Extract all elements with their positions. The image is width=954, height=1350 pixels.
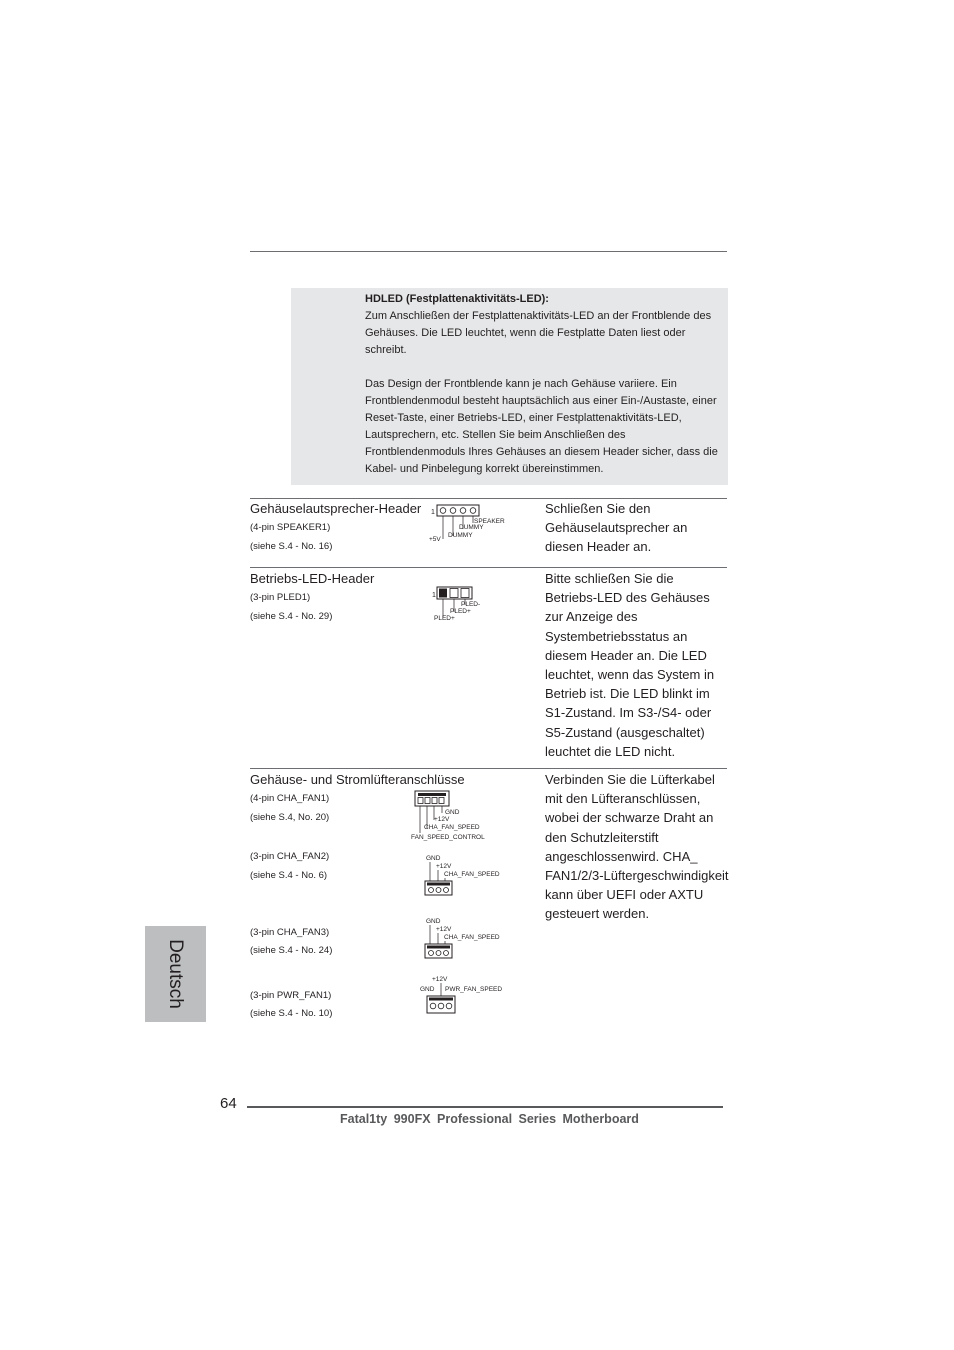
desc-line: mit den Lüfteranschlüssen, [545,791,701,807]
desc-line: Betrieb ist. Die LED blinkt im [545,686,710,702]
desc-line: kann über UEFI oder AXTU [545,887,704,903]
pin-label: CHA_FAN_SPEED [444,871,500,878]
pin1-marker: 1 [432,592,436,599]
pin-label: GND [426,918,441,925]
speaker-title: Gehäuselautsprecher-Header [250,501,422,516]
cha-fan2-connector-diagram [420,852,515,898]
desc-line: Systembetriebsstatus an [545,628,688,644]
note-line: Reset-Taste, einer Betriebs-LED, einer Festplattenaktivitäts-LED, [365,412,682,424]
pin-label: GND [426,855,441,862]
note-line: Zum Anschließen der Festplattenaktivitäts-LED an der Frontblende des [365,310,712,322]
desc-line: diesen Header an. [545,539,652,555]
desc-line: den Schutzleiterstift [545,829,659,845]
note-line: Das Design der Frontblende kann je nach Gehäuse variiere. Ein [365,378,677,390]
pin-label: SPEAKER [474,518,505,525]
desc-line: Bitte schließen Sie die [545,571,674,586]
pin-label: PLED+ [434,615,455,620]
desc-line: gesteuert werden. [545,906,650,922]
desc-line: FAN1/2/3-Lüftergeschwindigkeit [545,868,729,884]
note-line: Frontblendenmodul besteht hauptsächlich aus einer Ein-/Austaste, einer [365,395,717,407]
footer-rule [247,1106,723,1108]
cha-fan1-subtitle: (4-pin CHA_FAN1) [250,793,330,804]
speaker-reference: (siehe S.4 - No. 16) [250,541,333,552]
desc-line: Verbinden Sie die Lüfterkabel [545,772,715,787]
desc-line: zur Anzeige des [545,609,638,625]
note-line: Kabel- und Pinbelegung korrekt übereinstimmen. [365,463,604,475]
desc-line: Gehäuselautsprecher an [545,520,688,536]
speaker-connector-diagram [425,502,525,544]
desc-line: wobei der schwarze Draht an [545,810,714,826]
cha-fan3-connector-diagram [420,915,515,961]
pin-label: +12V [436,926,452,933]
cha-fan2-subtitle: (3-pin CHA_FAN2) [250,851,330,862]
note-line: Gehäuses. Die LED leuchtet, wenn die Festplatte Daten liest oder [365,327,686,339]
pled-connector-diagram [425,584,495,620]
hdled-note [365,291,727,478]
pin-label: +12V [434,816,450,823]
note-line: Lautsprechern, etc. Stellen Sie beim Anschließen des [365,429,626,441]
section-rule [250,567,727,568]
pin-label: DUMMY [459,524,484,531]
cha-fan3-subtitle: (3-pin CHA_FAN3) [250,927,330,938]
fans-description [545,770,730,924]
cha-fan1-connector-diagram [405,788,505,844]
desc-line: Schließen Sie den [545,501,651,516]
pwr-fan1-reference: (siehe S.4 - No. 10) [250,1008,333,1019]
desc-line: leuchtet die LED nicht. [545,743,676,759]
cha-fan3-reference: (siehe S.4 - No. 24) [250,945,333,956]
top-rule [250,251,727,252]
desc-line: angeschlossenwird. CHA_ [545,848,698,864]
desc-line: leuchtet, wenn das System in [545,667,715,683]
pin1-marker: 1 [431,509,435,516]
pled-title: Betriebs-LED-Header [250,571,375,586]
cha-fan1-reference: (siehe S.4, No. 20) [250,812,330,823]
hdled-heading: HDLED (Festplattenaktivitäts-LED): [365,293,549,305]
pin-label: +12V [436,863,452,870]
pin-label: PLED+ [450,608,471,615]
pin-label: CHA_FAN_SPEED [444,934,500,941]
pin-label: GND [445,809,460,816]
speaker-subtitle: (4-pin SPEAKER1) [250,522,331,533]
section-rule [250,768,727,769]
note-line: schreibt. [365,344,407,356]
fans-title: Gehäuse- und Stromlüfteranschlüsse [250,772,465,787]
pwr-fan1-connector-diagram [418,972,518,1018]
pin-label: CHA_FAN_SPEED [424,824,480,831]
pin-label: FAN_SPEED_CONTROL [411,834,485,841]
cha-fan2-reference: (siehe S.4 - No. 6) [250,870,328,881]
pled-subtitle: (3-pin PLED1) [250,592,311,603]
desc-line: diesem Header an. Die LED [545,647,707,663]
pwr-fan1-subtitle: (3-pin PWR_FAN1) [250,990,332,1001]
pled-reference: (siehe S.4 - No. 29) [250,611,333,622]
page-number: 64 [220,1095,237,1112]
footer-title: Fatal1ty 990FX Professional Series Motherboard [340,1112,639,1126]
pin-label: PWR_FAN_SPEED [445,986,503,993]
pin-label: DUMMY [448,532,473,539]
language-tab [145,926,206,1022]
speaker-description [545,499,730,557]
note-line: Frontblendenmoduls Ihres Gehäuses an diesem Header sicher, dass die [365,446,718,458]
pled-description [545,569,730,761]
language-tab-label: Deutsch [165,939,186,1009]
pin-label: +5V [429,536,441,543]
pin-label: PLED- [461,601,481,608]
desc-line: Betriebs-LED des Gehäuses [545,590,710,606]
pin-label: GND [420,986,435,993]
pin-label: +12V [432,976,448,983]
desc-line: S1-Zustand. Im S3-/S4- oder [545,705,712,721]
desc-line: S5-Zustand (ausgeschaltet) [545,724,705,740]
